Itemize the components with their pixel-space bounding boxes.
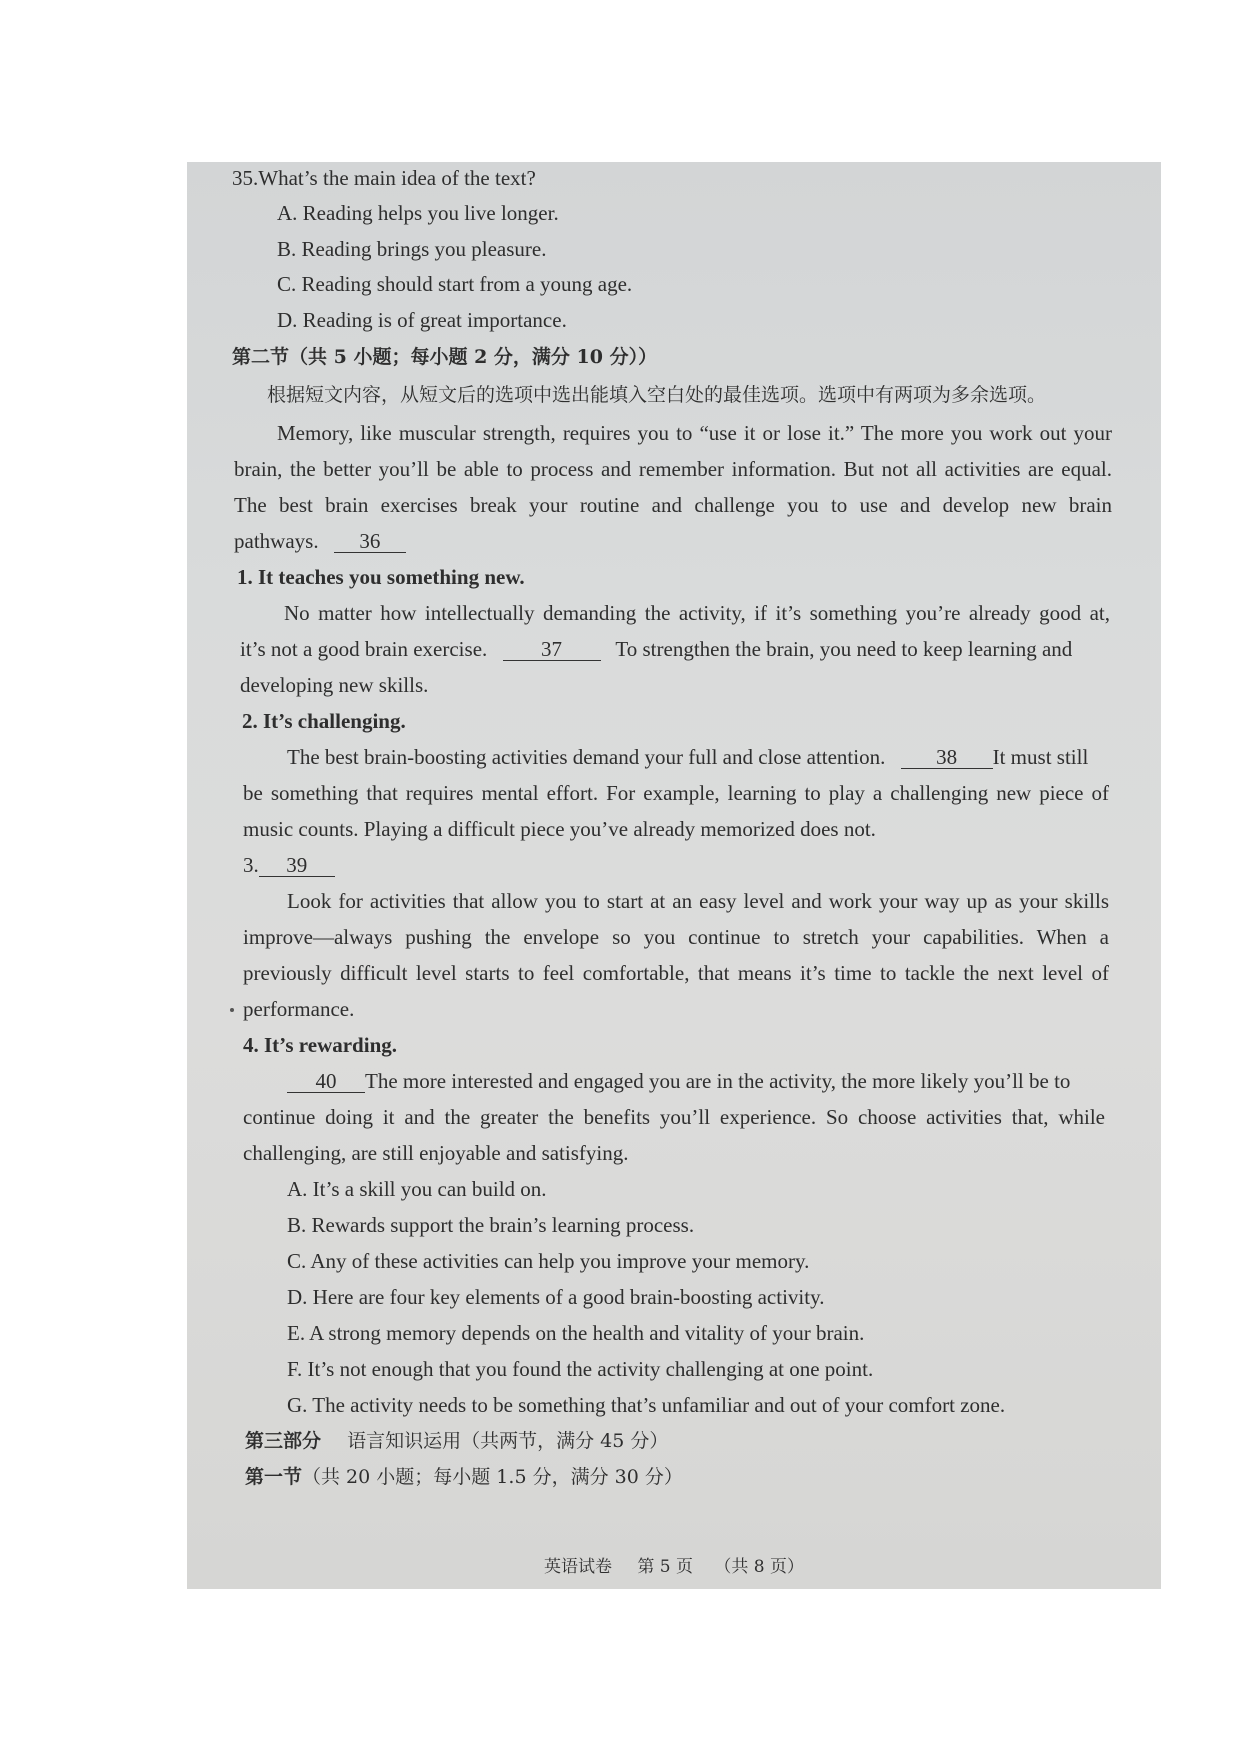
- option-c: C. Any of these activities can help you improve your memory.: [287, 1249, 810, 1273]
- passage-p3-line1: [287, 744, 1088, 770]
- footer-page-number: 第 5 页: [637, 1557, 693, 1577]
- blank-38: 38: [901, 746, 993, 769]
- page-footer: [187, 1552, 1161, 1577]
- passage-p1-line4: [234, 528, 406, 554]
- heading-2: 2. It’s challenging.: [242, 709, 406, 733]
- option-b: B. Rewards support the brain’s learning process.: [287, 1213, 695, 1237]
- section-2-heading: 第二节（共 5 小题；每小题 2 分，满分 10 分））: [232, 346, 658, 368]
- passage-p2-line2-text-a: it’s not a good brain exercise.: [240, 637, 488, 661]
- part-3-heading: [245, 1428, 668, 1454]
- exam-page-photo: [187, 162, 1161, 1589]
- heading-4: 4. It’s rewarding.: [243, 1033, 397, 1057]
- stray-mark: [230, 1008, 234, 1012]
- passage-p4-line4: performance.: [243, 997, 355, 1021]
- passage-p2-line2: [240, 636, 1072, 662]
- passage-p2-line3: developing new skills.: [240, 673, 429, 697]
- heading-3: [243, 852, 335, 878]
- passage-p5-line3: challenging, are still enjoyable and satisfying.: [243, 1141, 629, 1165]
- question-35-option-b: B. Reading brings you pleasure.: [277, 237, 547, 261]
- passage-p5-line1-text: The more interested and engaged you are in the activity, the more likely you’ll be to: [365, 1069, 1071, 1093]
- passage-p5-line1: [287, 1068, 1070, 1094]
- passage-p3-line1-text-a: The best brain-boosting activities demand your full and close attention.: [287, 745, 886, 769]
- passage-p4-line2: improve—always pushing the envelope so you continue to stretch your capabilities. When a: [243, 925, 1109, 949]
- section-2-instruction: 根据短文内容，从短文后的选项中选出能填入空白处的最佳选项。选项中有两项为多余选项。: [267, 384, 1047, 406]
- footer-total-pages: （共 8 页）: [714, 1557, 805, 1577]
- section-1-heading: [245, 1464, 683, 1490]
- heading-1: 1. It teaches you something new.: [237, 565, 525, 589]
- blank-39: 39: [259, 854, 335, 877]
- part-3-heading-text: 语言知识运用（共两节，满分 45 分）: [347, 1430, 669, 1452]
- blank-40: 40: [287, 1070, 365, 1093]
- passage-p1-line1: Memory, like muscular strength, requires you to “use it or lose it.” The more you work out your: [277, 421, 1112, 445]
- question-35-option-c: C. Reading should start from a young age.: [277, 272, 633, 296]
- option-d: D. Here are four key elements of a good brain-boosting activity.: [287, 1285, 825, 1309]
- blank-36: 36: [334, 530, 406, 553]
- question-35-option-a: A. Reading helps you live longer.: [277, 201, 559, 225]
- footer-subject: 英语试卷: [543, 1557, 612, 1577]
- question-35-stem: 35.What’s the main idea of the text?: [232, 166, 536, 190]
- passage-p2-line1: No matter how intellectually demanding the activity, if it’s something you’re already good at,: [284, 601, 1110, 625]
- option-f: F. It’s not enough that you found the activity challenging at one point.: [287, 1357, 874, 1381]
- passage-p4-line1: Look for activities that allow you to start at an easy level and work your way up as your skills: [287, 889, 1109, 913]
- option-e: E. A strong memory depends on the health and vitality of your brain.: [287, 1321, 865, 1345]
- passage-p1-line2: brain, the better you’ll be able to process and remember information. But not all activities are equal.: [234, 457, 1112, 481]
- blank-37: 37: [503, 638, 601, 661]
- option-a: A. It’s a skill you can build on.: [287, 1177, 547, 1201]
- question-35-option-d: D. Reading is of great importance.: [277, 308, 567, 332]
- passage-p3-line2: be something that requires mental effort. For example, learning to play a challenging new piece of: [243, 781, 1109, 805]
- passage-p3-line1-text-b: It must still: [992, 745, 1089, 769]
- option-g: G. The activity needs to be something that’s unfamiliar and out of your comfort zone.: [287, 1393, 1006, 1417]
- passage-p1-line3: The best brain exercises break your routine and challenge you to use and develop new brain: [234, 493, 1112, 517]
- passage-p2-line2-text-b: To strengthen the brain, you need to keep learning and: [615, 637, 1073, 661]
- section-1-heading-text: （共 20 小题；每小题 1.5 分，满分 30 分）: [302, 1466, 683, 1488]
- passage-p5-line2: continue doing it and the greater the benefits you’ll experience. So choose activities that, while: [243, 1105, 1105, 1129]
- passage-p3-line3: music counts. Playing a difficult piece you’ve already memorized does not.: [243, 817, 876, 841]
- passage-p1-line4-text: pathways.: [234, 529, 319, 553]
- passage-p4-line3: previously difficult level starts to feel comfortable, that means it’s time to tackle the next level of: [243, 961, 1109, 985]
- section-1-heading-label: 第一节: [245, 1466, 303, 1488]
- heading-3-prefix: 3.: [243, 853, 259, 877]
- part-3-heading-label: 第三部分: [245, 1430, 322, 1452]
